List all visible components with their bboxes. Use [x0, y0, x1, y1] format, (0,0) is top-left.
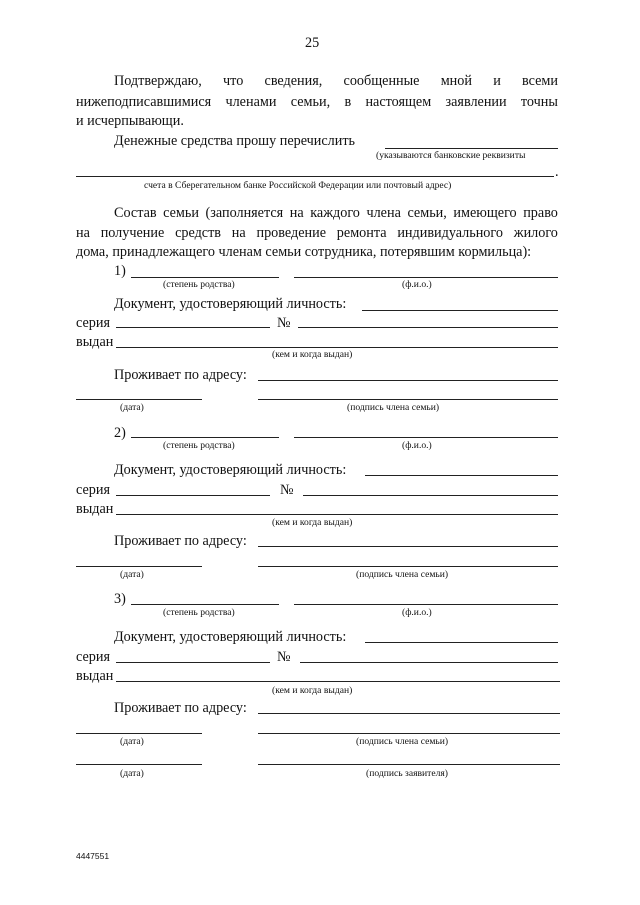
member-3-number: 3) — [114, 591, 126, 607]
family-word: средств — [175, 225, 221, 241]
member-3-number-label: № — [277, 649, 291, 665]
member-3-issued-label: выдан — [76, 668, 114, 684]
document-code: 4447551 — [76, 851, 110, 861]
confirm-word: Подтверждаю, — [114, 73, 202, 89]
family-word: право — [523, 205, 558, 221]
member-2-relation-hint: (степень родства) — [163, 440, 235, 451]
member-2-doc-label: Документ, удостоверяющий личность: — [114, 462, 347, 478]
family-word: (заполняется — [205, 205, 284, 221]
member-3-series-label: серия — [76, 649, 110, 665]
confirm-word: в — [344, 94, 352, 110]
confirm-line-3: и исчерпывающи. — [76, 113, 184, 129]
member-3-signature-field[interactable] — [258, 733, 560, 734]
member-2-number: 2) — [114, 425, 126, 441]
family-word: семьи, — [407, 205, 447, 221]
member-1-relation-hint: (степень родства) — [163, 279, 235, 290]
member-2-doc-field[interactable] — [365, 475, 558, 476]
member-1-series-field[interactable] — [116, 327, 270, 328]
member-3-issued-hint: (кем и когда выдан) — [272, 685, 353, 696]
member-3-date-hint: (дата) — [120, 736, 144, 747]
family-word: каждого — [310, 205, 360, 221]
family-word: имеющего — [453, 205, 517, 221]
family-word: Состав — [114, 205, 157, 221]
member-2-issued-field[interactable] — [116, 514, 558, 515]
member-2-series-field[interactable] — [116, 495, 270, 496]
applicant-signature-field[interactable] — [258, 764, 560, 765]
member-2-number-field[interactable] — [303, 495, 558, 496]
family-word: члена — [366, 205, 401, 221]
confirm-line-1 — [114, 72, 558, 90]
member-1-address-label: Проживает по адресу: — [114, 367, 247, 383]
family-word: на — [231, 225, 246, 241]
member-2-number-label: № — [280, 482, 294, 498]
member-1-issued-hint: (кем и когда выдан) — [272, 349, 353, 360]
confirm-word: всеми — [522, 73, 558, 89]
member-1-signature-hint: (подпись члена семьи) — [347, 402, 440, 413]
confirm-line-2 — [76, 93, 558, 111]
member-1-fio-hint: (ф.и.о.) — [402, 279, 432, 290]
confirm-word: что — [223, 73, 244, 89]
member-2-signature-field[interactable] — [258, 566, 558, 567]
member-2-series-label: серия — [76, 482, 110, 498]
member-2-issued-hint: (кем и когда выдан) — [272, 517, 353, 528]
bank-account-hint: счета в Сберегательном банке Российской Федерации или почтовый адрес) — [144, 180, 452, 191]
family-line-1 — [114, 204, 558, 222]
member-3-series-field[interactable] — [116, 662, 270, 663]
member-3-issued-field[interactable] — [116, 681, 560, 682]
confirm-word: сведения, — [264, 73, 323, 89]
family-word: ремонта — [336, 225, 387, 241]
member-3-relation-field[interactable] — [131, 604, 279, 605]
member-1-number-label: № — [277, 315, 291, 331]
member-1-signature-field[interactable] — [258, 399, 558, 400]
member-3-number-field[interactable] — [300, 662, 558, 663]
family-word: семьи — [163, 205, 199, 221]
member-3-fio-hint: (ф.и.о.) — [402, 607, 432, 618]
member-3-doc-field[interactable] — [365, 642, 558, 643]
applicant-signature-hint: (подпись заявителя) — [366, 768, 449, 779]
confirm-word: нижеподписавшимися — [76, 94, 212, 110]
member-1-doc-label: Документ, удостоверяющий личность: — [114, 296, 347, 312]
family-word: на — [76, 225, 90, 241]
applicant-date-hint: (дата) — [120, 768, 144, 779]
member-2-fio-field[interactable] — [294, 437, 558, 438]
page-number: 25 — [305, 35, 320, 51]
member-1-issued-label: выдан — [76, 334, 114, 350]
family-word: проведение — [256, 225, 326, 241]
member-3-address-label: Проживает по адресу: — [114, 700, 247, 716]
applicant-date-field[interactable] — [76, 764, 202, 765]
member-3-relation-hint: (степень родства) — [163, 607, 235, 618]
family-word: получение — [100, 225, 165, 241]
family-line-2 — [76, 224, 558, 242]
confirm-word: семьи, — [290, 94, 331, 110]
member-2-fio-hint: (ф.и.о.) — [402, 440, 432, 451]
member-1-relation-field[interactable] — [131, 277, 279, 278]
confirm-word: и — [493, 73, 501, 89]
confirm-word: сообщенные — [343, 73, 420, 89]
bank-details-field[interactable] — [385, 148, 558, 149]
member-1-number: 1) — [114, 263, 126, 279]
family-word: жилого — [513, 225, 558, 241]
member-1-series-label: серия — [76, 315, 110, 331]
member-3-signature-hint: (подпись члена семьи) — [356, 736, 449, 747]
confirm-word: мной — [440, 73, 472, 89]
member-3-address-field[interactable] — [258, 713, 560, 714]
family-word: на — [289, 205, 304, 221]
member-1-issued-field[interactable] — [116, 347, 558, 348]
member-2-issued-label: выдан — [76, 501, 114, 517]
member-3-fio-field[interactable] — [294, 604, 558, 605]
family-word: индивидуального — [397, 225, 503, 241]
member-2-date-field[interactable] — [76, 566, 202, 567]
member-3-doc-label: Документ, удостоверяющий личность: — [114, 629, 347, 645]
confirm-word: точны — [520, 94, 558, 110]
bank-details-field-2[interactable] — [76, 176, 554, 177]
member-1-date-field[interactable] — [76, 399, 202, 400]
member-1-address-field[interactable] — [258, 380, 558, 381]
member-1-number-field[interactable] — [298, 327, 558, 328]
member-1-fio-field[interactable] — [294, 277, 558, 278]
member-1-doc-field[interactable] — [362, 310, 558, 311]
family-line-3: дома, принадлежащего членам семьи сотрудника, потерявшим кормильца): — [76, 244, 532, 260]
bank-details-hint: (указываются банковские реквизиты — [376, 150, 526, 161]
member-2-date-hint: (дата) — [120, 569, 144, 580]
member-2-signature-hint: (подпись члена семьи) — [356, 569, 449, 580]
member-2-address-field[interactable] — [258, 546, 558, 547]
confirm-word: заявлении — [445, 94, 507, 110]
member-1-date-hint: (дата) — [120, 402, 144, 413]
member-2-relation-field[interactable] — [131, 437, 279, 438]
member-3-date-field[interactable] — [76, 733, 202, 734]
funds-label: Денежные средства прошу перечислить — [114, 133, 356, 149]
funds-trail: . — [555, 164, 559, 180]
member-2-address-label: Проживает по адресу: — [114, 533, 247, 549]
confirm-word: настоящем — [365, 94, 432, 110]
confirm-word: членами — [225, 94, 277, 110]
